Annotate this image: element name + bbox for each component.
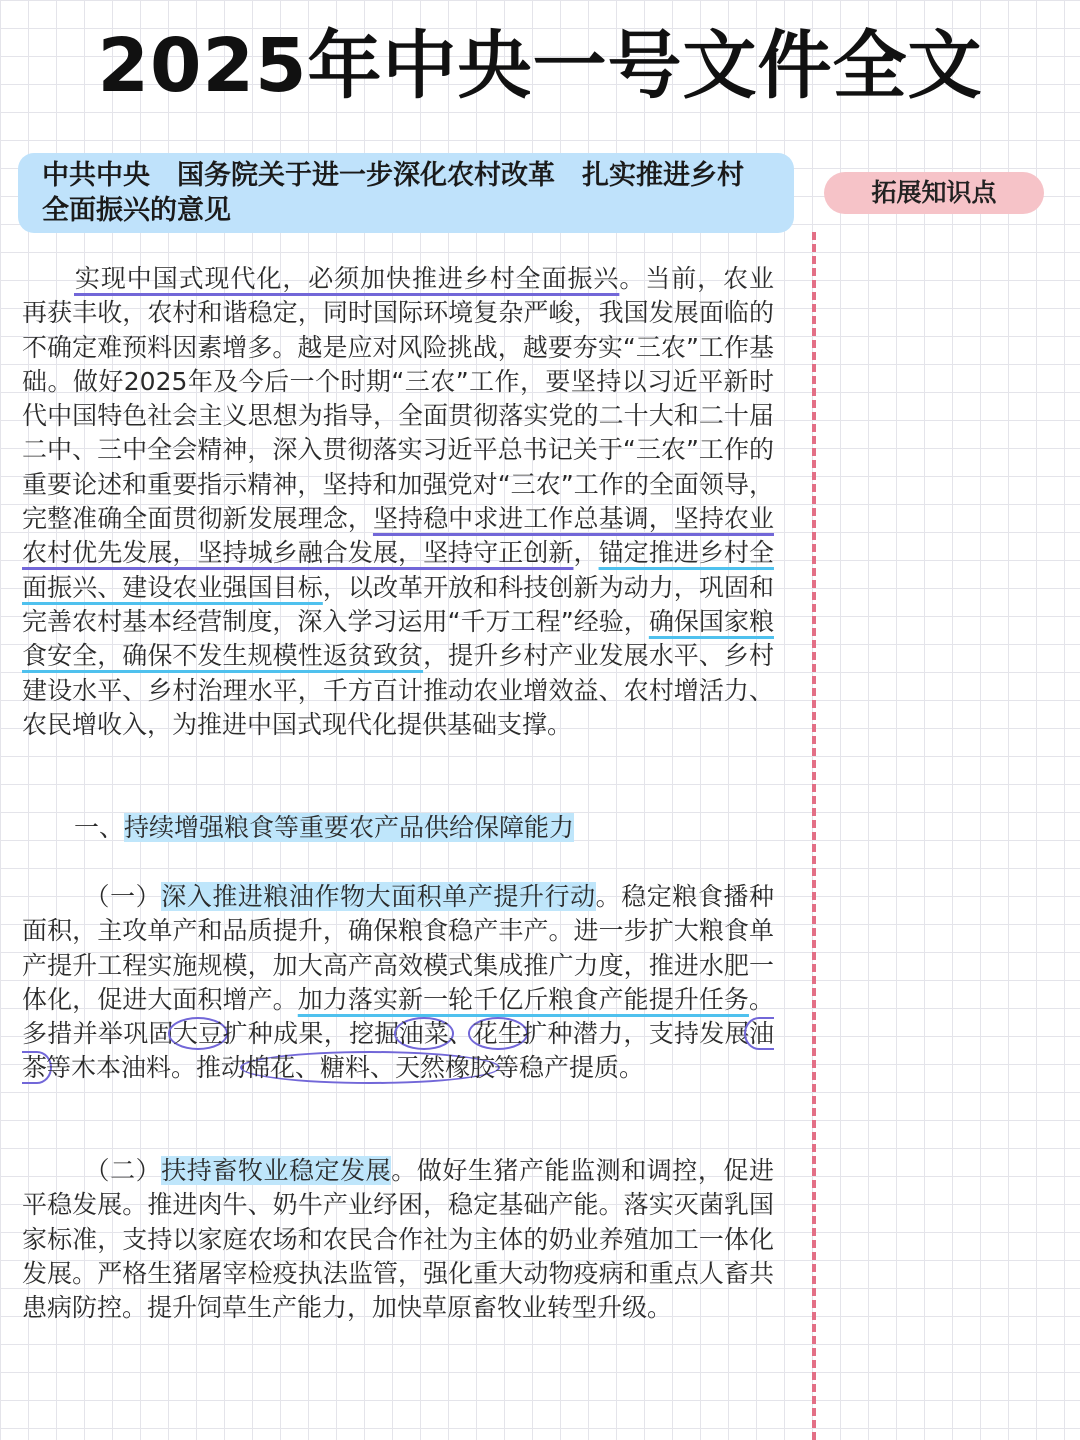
dashed-divider [812, 232, 816, 1440]
document-heading: 中共中央 国务院关于进一步深化农村改革 扎实推进乡村全面振兴的意见 [18, 153, 794, 233]
item-2-paragraph [22, 1154, 774, 1325]
underlined-phrase: 加力落实新一轮千亿斤粮食产能提升任务 [297, 984, 749, 1014]
paragraph-text: 。稳定粮食播种面积，主攻单产和品质提升，确保粮食稳产丰产。进一步扩大粮食单产提升工程实施规模，加大高产高效模式集成推广力度，推进水肥一体化，促进大面积增产。 [22, 882, 774, 1014]
circled-crop: 花生 [468, 1017, 529, 1050]
intro-paragraph [22, 262, 774, 742]
extended-knowledge-tag: 拓展知识点 [824, 172, 1044, 214]
paragraph-text: 等稳产提质。 [494, 1053, 645, 1083]
underlined-phrase: 坚持稳中求进工作总基调，坚持农业农村优先发展，坚持城乡融合发展，坚持守正创新 [22, 504, 774, 568]
section-title: 持续增强粮食等重要农产品供给保障能力 [124, 813, 575, 842]
section-heading [22, 811, 774, 845]
paragraph-text: 。多措并举巩固 [22, 984, 774, 1049]
item-number: （一） [84, 882, 162, 911]
paragraph-text: ，以改革开放和科技创新为动力，巩固和完善农村基本经营制度，深入学习运用“千万工程”经验， [22, 572, 774, 636]
paragraph-text: 、 [448, 1019, 474, 1049]
paragraph-text: 扩种成果，挖掘 [222, 1019, 400, 1049]
underlined-phrase: 锚定推进乡村全面振兴、建设农业强国目标 [22, 538, 774, 602]
section-number: 一、 [74, 813, 125, 842]
paragraph-text: 等木本油料。推动 [46, 1053, 247, 1083]
item-title: 深入推进粮油作物大面积单产提升行动 [161, 882, 596, 911]
circled-crop: 油茶 [22, 1019, 774, 1083]
item-number: （二） [84, 1156, 162, 1185]
paragraph-text: 扩种潜力，支持发展 [522, 1019, 750, 1049]
paragraph-text: ， [573, 538, 599, 568]
circled-crop: 油菜 [394, 1017, 455, 1050]
item-title: 扶持畜牧业稳定发展 [161, 1156, 392, 1185]
underlined-phrase: 确保国家粮食安全，确保不发生规模性返贫致贫 [22, 606, 774, 671]
paragraph-text: ，提升乡村产业发展水平、乡村建设水平、乡村治理水平，千方百计推动农业增效益、农村增活力、农民增收入，为推进中国式现代化提供基础支撑。 [22, 641, 774, 739]
circled-crop: 棉花、糖料、天然橡胶 [240, 1051, 500, 1084]
paragraph-text: 。做好生猪产能监测和调控，促进平稳发展。推进肉牛、奶牛产业纾困，稳定基础产能。落实灭菌乳国家标准，支持以家庭农场和农民合作社为主体的奶业养殖加工一体化发展。严格生猪屠宰检疫执法监管，强化重大动物疫病和重点人畜共患病防控。提升饲草生产能力，加快草原畜牧业转型升级。 [22, 1156, 774, 1323]
circled-crop: 大豆 [168, 1017, 229, 1050]
page-title: 2025年中央一号文件全文 [97, 23, 983, 109]
underlined-phrase: 实现中国式现代化，必须加快推进乡村全面振兴 [74, 264, 620, 293]
paragraph-text: 。当前，农业再获丰收，农村和谐稳定，同时国际环境复杂严峻，我国发展面临的不确定难预料因素增多。越是应对风险挑战，越要夯实“三农”工作基础。做好2025年及今后一个时期“三农”工作，要坚持以习近平新时代中国特色社会主义思想为指导，全面贯彻落实党的二十大和二十届二中、三中全会精神，深入贯彻落实习近平总书记关于“三农”工作的重要论述和重要指示精神，坚持和加强党对“三农”工作的全面领导，完整准确全面贯彻新发展理念， [22, 264, 774, 534]
item-1-paragraph [22, 880, 774, 1086]
